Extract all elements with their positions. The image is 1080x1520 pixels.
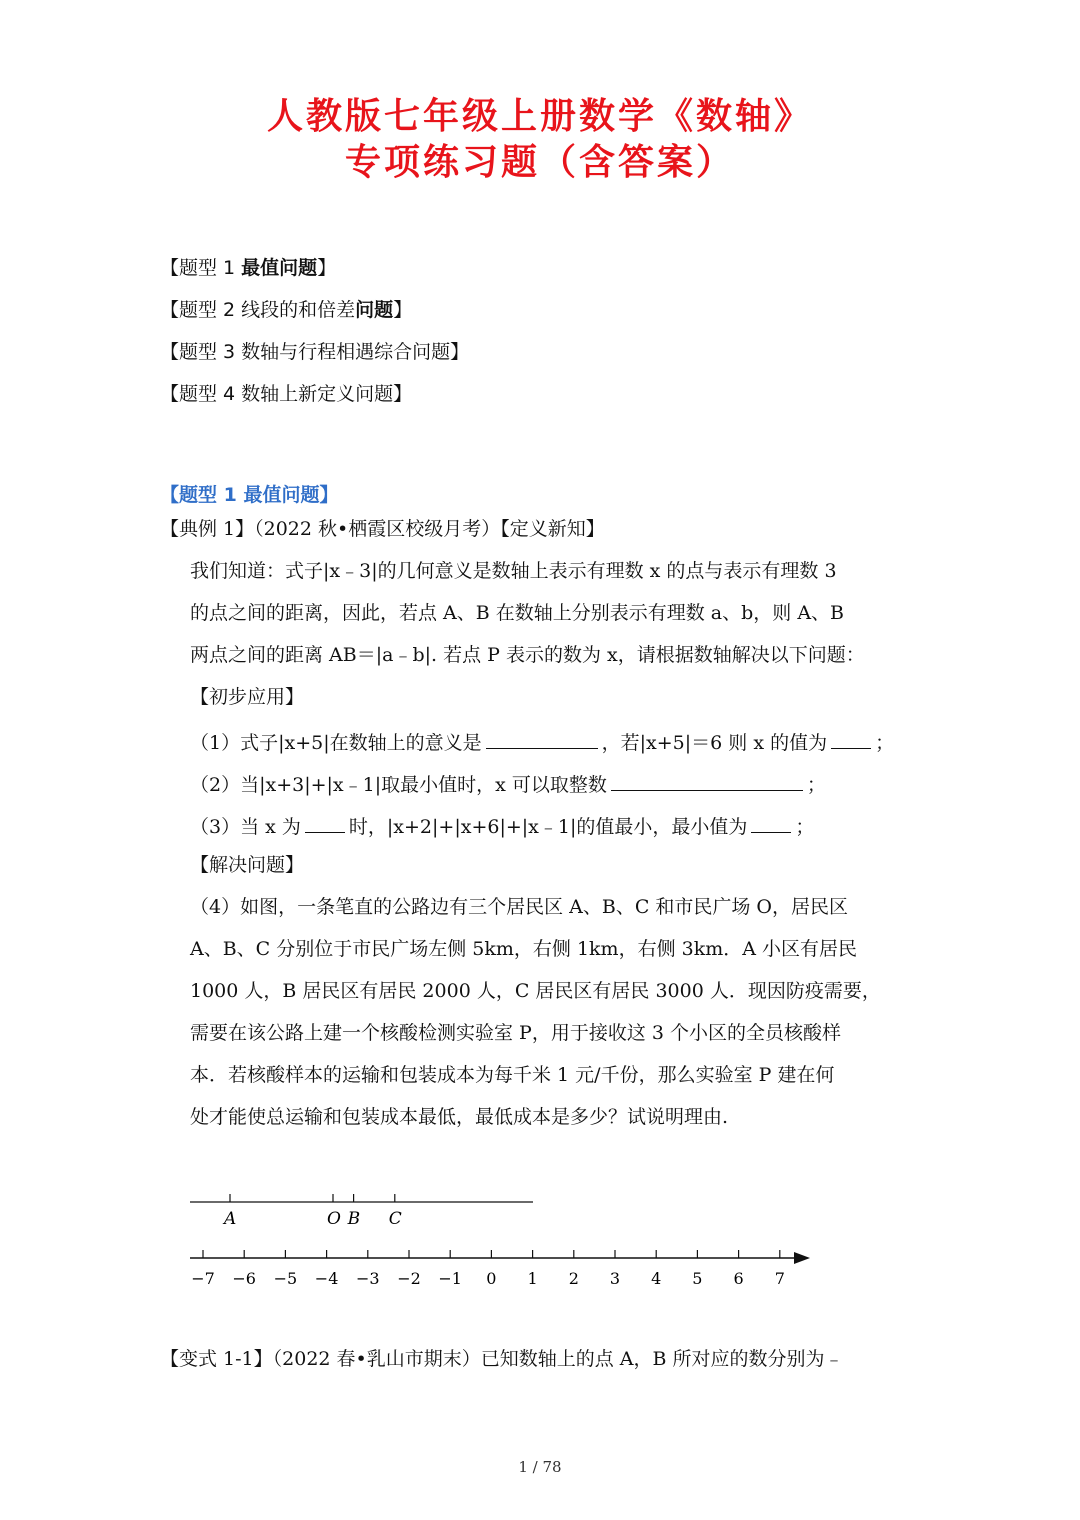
- subheading-initial-application: 【初步应用】: [190, 686, 305, 708]
- question-3: （3）当 x 为 时，|x+2|+|x+6|+|x﹣1|的值最小，最小值为 ；: [190, 816, 815, 838]
- road-diagram: [190, 1194, 533, 1229]
- intro-line-1: 我们知道：式子|x﹣3|的几何意义是数轴上表示有理数 x 的点与表示有理数 3: [190, 560, 837, 582]
- toc-item-1[interactable]: 【题型 1 最值问题】: [160, 257, 337, 279]
- subheading-solve-problem: 【解决问题】: [190, 854, 305, 876]
- question-1: （1）式子|x+5|在数轴上的意义是 ，若|x+5|＝6 则 x 的值为 ；: [190, 732, 895, 754]
- number-line-arrow: [794, 1252, 810, 1264]
- section-heading: 【题型 1 最值问题】: [160, 484, 339, 506]
- number-line: [190, 1250, 810, 1288]
- road-point-label-O: O: [327, 1209, 341, 1229]
- number-line-tick-label: −6: [232, 1269, 256, 1288]
- page-number: 1 / 78: [518, 1458, 562, 1476]
- number-line-tick-label: −3: [356, 1269, 380, 1288]
- road-point-label-A: A: [224, 1209, 237, 1229]
- answer-blank-1a[interactable]: [486, 730, 598, 749]
- number-line-tick-label: −7: [191, 1269, 215, 1288]
- number-line-tick-label: 4: [651, 1269, 662, 1288]
- number-line-tick-label: 0: [486, 1269, 497, 1288]
- q4-line-5: 本．若核酸样本的运输和包装成本为每千米 1 元/千份，那么实验室 P 建在何: [190, 1064, 835, 1086]
- q4-line-3: 1000 人，B 居民区有居民 2000 人，C 居民区有居民 3000 人．现因防疫需要，: [190, 980, 881, 1002]
- toc-item-4[interactable]: 【题型 4 数轴上新定义问题】: [160, 383, 413, 405]
- number-line-tick-label: 3: [609, 1269, 621, 1288]
- number-line-tick-label: 2: [568, 1269, 579, 1288]
- number-line-tick-label: 5: [692, 1269, 703, 1288]
- number-line-tick-label: −2: [397, 1269, 421, 1288]
- number-line-tick-label: −4: [314, 1269, 339, 1288]
- q4-line-6: 处才能使总运输和包装成本最低，最低成本是多少？试说明理由.: [190, 1106, 729, 1128]
- q4-line-4: 需要在该公路上建一个核酸检测实验室 P，用于接收这 3 个小区的全员核酸样: [190, 1022, 841, 1044]
- document-title-line1: 人教版七年级上册数学《数轴》: [266, 95, 813, 137]
- number-line-tick-label: −5: [273, 1269, 298, 1288]
- number-line-tick-label: 6: [733, 1269, 744, 1288]
- answer-blank-3b[interactable]: [751, 814, 791, 833]
- figure-road-and-numberline: [0, 1180, 1080, 1300]
- document-title-line2: 专项练习题（含答案）: [344, 141, 735, 183]
- intro-line-2: 的点之间的距离，因此，若点 A、B 在数轴上分别表示有理数 a、b，则 A、B: [190, 602, 845, 624]
- toc-item-2[interactable]: 【题型 2 线段的和倍差问题】: [160, 299, 413, 321]
- road-point-label-C: C: [388, 1209, 402, 1229]
- toc-item-3[interactable]: 【题型 3 数轴与行程相遇综合问题】: [160, 341, 470, 363]
- answer-blank-2[interactable]: [611, 772, 803, 791]
- answer-blank-3a[interactable]: [305, 814, 345, 833]
- intro-line-3: 两点之间的距离 AB＝|a﹣b|. 若点 P 表示的数为 x，请根据数轴解决以下问题：: [190, 644, 865, 666]
- example-header: 【典例 1】（2022 秋•栖霞区校级月考）【定义新知】: [160, 518, 605, 540]
- question-2: （2）当|x+3|+|x﹣1|取最小值时，x 可以取整数 ；: [190, 774, 826, 796]
- number-line-tick-label: −1: [438, 1269, 462, 1288]
- q4-line-1: （4）如图，一条笔直的公路边有三个居民区 A、B、C 和市民广场 O，居民区: [190, 896, 849, 918]
- road-point-label-B: B: [347, 1209, 361, 1229]
- number-line-tick-label: 1: [527, 1269, 538, 1288]
- variant-1-1: 【变式 1-1】（2022 春•乳山市期末）已知数轴上的点 A，B 所对应的数分别为﹣: [160, 1348, 844, 1370]
- q4-line-2: A、B、C 分别位于市民广场左侧 5km，右侧 1km，右侧 3km．A 小区有居民: [190, 938, 857, 960]
- number-line-tick-label: 7: [774, 1269, 785, 1288]
- answer-blank-1b[interactable]: [831, 730, 871, 749]
